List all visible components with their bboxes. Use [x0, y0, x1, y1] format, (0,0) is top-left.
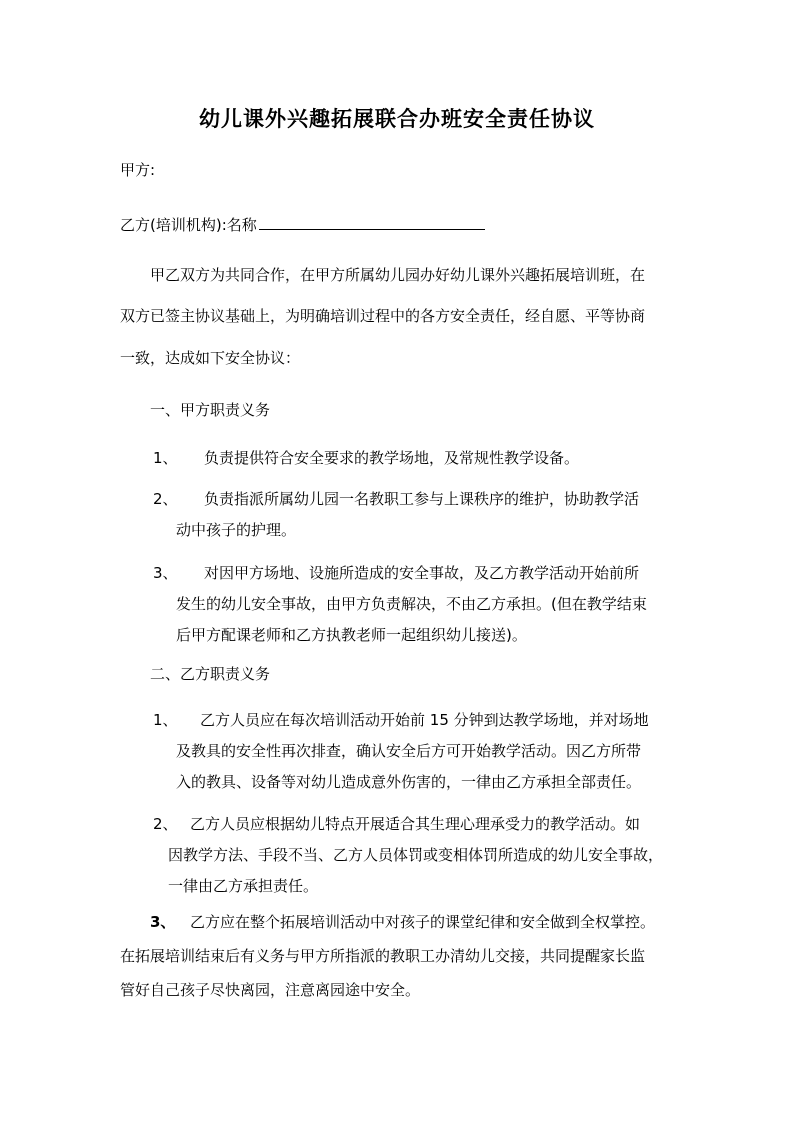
item-text: 乙方人员应在每次培训活动开始前 15 分钟到达教学场地，并对场地 — [200, 711, 649, 729]
item-text: 在拓展培训结束后有义务与甲方所指派的教职工办清幼儿交接，共同提醒家长监 — [120, 947, 646, 965]
party-a-label: 甲方: — [120, 161, 156, 179]
document-title: 幼儿课外兴趣拓展联合办班安全责任协议 — [199, 106, 595, 131]
item-text: 对因甲方场地、设施所造成的安全事故，及乙方教学活动开始前所 — [204, 564, 640, 582]
item-text: 动中孩子的护理。 — [176, 521, 297, 539]
name-blank-line — [259, 214, 485, 230]
intro-line: 一致，达成如下安全协议： — [120, 349, 301, 367]
item-text: 负责指派所属幼儿园一名教职工参与上课秩序的维护，协助教学活 — [204, 490, 640, 508]
item-text: 负责提供符合安全要求的教学场地，及常规性教学设备。 — [204, 449, 580, 467]
party-b-row — [120, 214, 485, 234]
item-number: 2、 — [153, 815, 178, 833]
party-b-label: 乙方(培训机构):名称 — [120, 216, 257, 234]
section-heading: 二、乙方职责义务 — [150, 665, 271, 683]
item-text: 乙方应在整个拓展培训活动中对孩子的课堂纪律和安全做到全权掌控。 — [190, 913, 656, 931]
item-text: 一律由乙方承担责任。 — [168, 877, 319, 895]
item-text: 乙方人员应根据幼儿特点开展适合其生理心理承受力的教学活动。如 — [190, 815, 641, 833]
intro-line: 甲乙双方为共同合作，在甲方所属幼儿园办好幼儿课外兴趣拓展培训班，在 — [150, 266, 646, 284]
item-text: 入的教具、设备等对幼儿造成意外伤害的，一律由乙方承担全部责任。 — [176, 773, 642, 791]
item-number: 3、 — [150, 913, 176, 931]
item-text: 管好自己孩子尽快离园，注意离园途中安全。 — [120, 981, 421, 999]
section-heading: 一、甲方职责义务 — [150, 401, 271, 419]
intro-line: 双方已签主协议基础上，为明确培训过程中的各方安全责任，经自愿、平等协商 — [120, 307, 646, 325]
item-text: 及教具的安全性再次排查，确认安全后方可开始教学活动。因乙方所带 — [176, 742, 642, 760]
item-number: 2、 — [153, 490, 178, 508]
item-number: 1、 — [153, 449, 178, 467]
item-number: 3、 — [153, 564, 178, 582]
item-text: 后甲方配课老师和乙方执教老师一起组织幼儿接送)。 — [176, 626, 527, 644]
item-text: 因教学方法、手段不当、乙方人员体罚或变相体罚所造成的幼儿安全事故， — [168, 846, 664, 864]
item-number: 1、 — [153, 711, 178, 729]
item-text: 发生的幼儿安全事故，由甲方负责解决，不由乙方承担。(但在教学结束 — [176, 595, 647, 613]
